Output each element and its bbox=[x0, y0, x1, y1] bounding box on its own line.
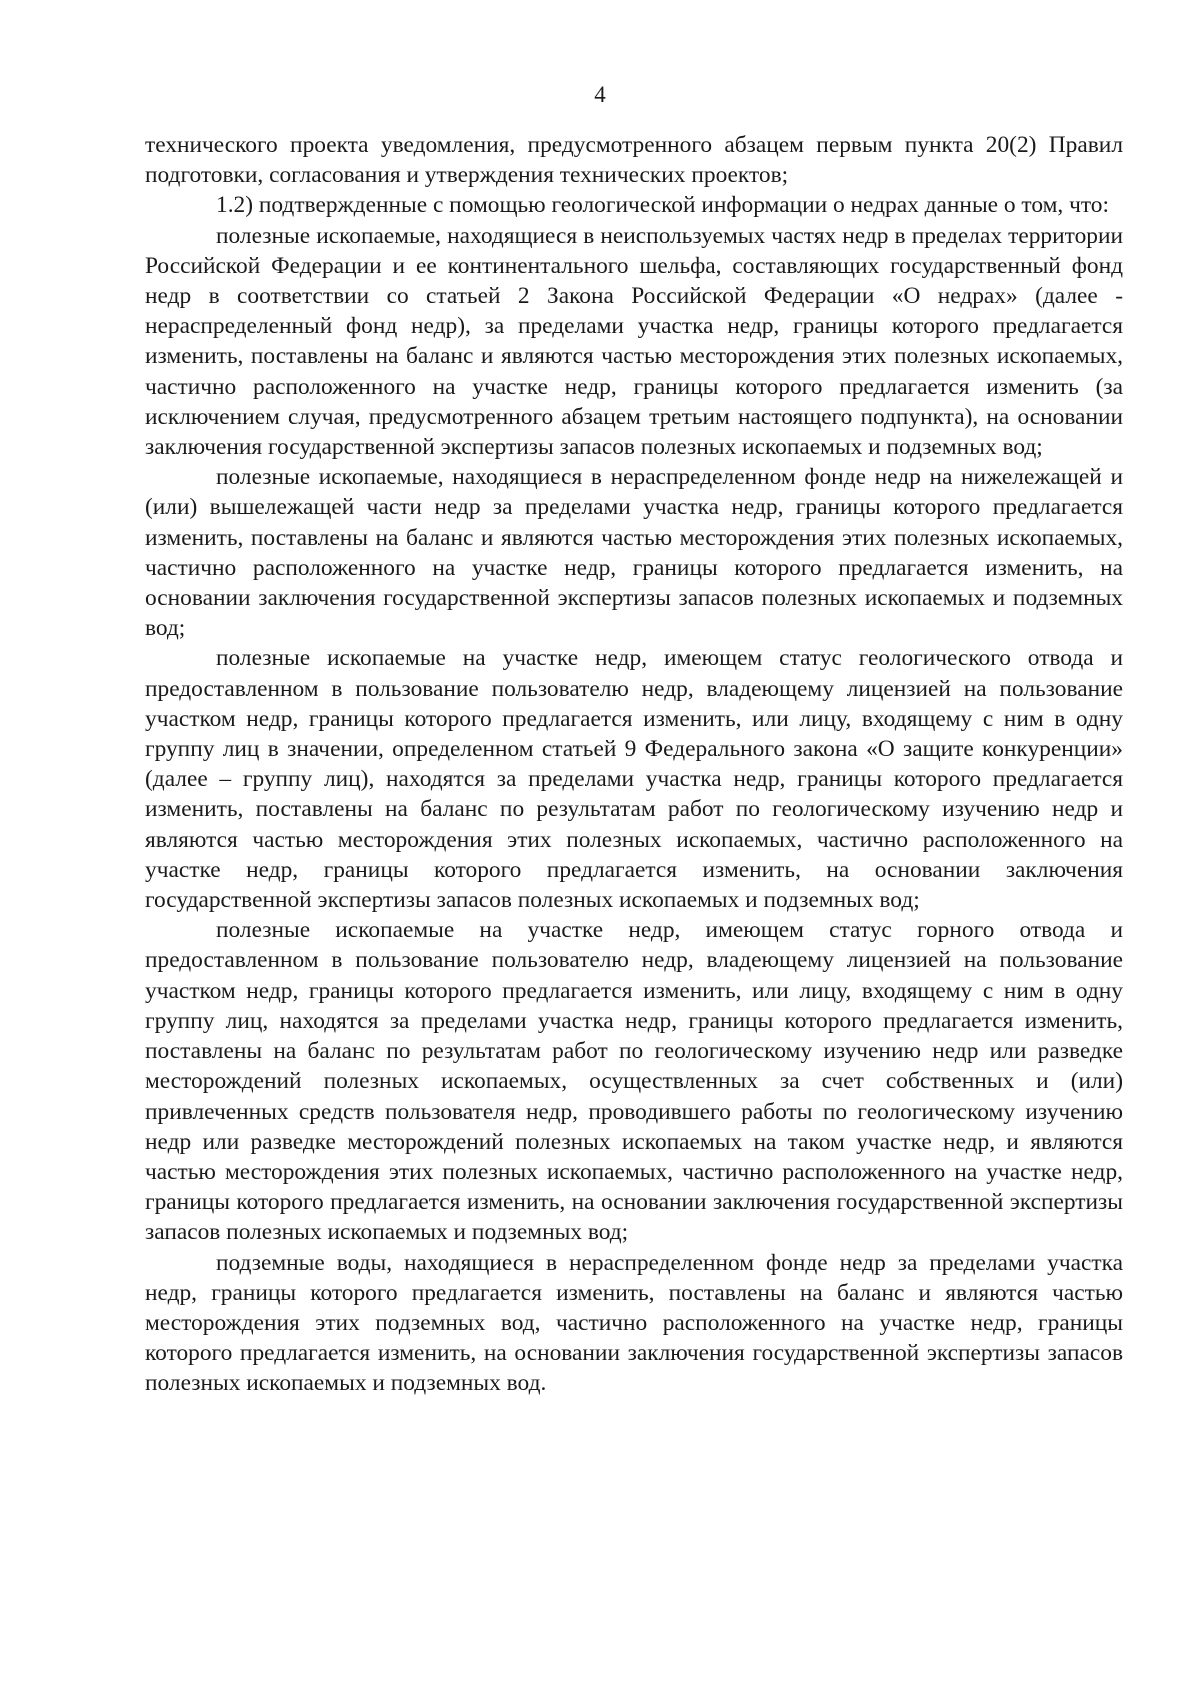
paragraph-continuation: технического проекта уведомления, предусмотренного абзацем первым пункта 20(2) Правил подготовки, согласования и утверждения технических проектов; bbox=[145, 132, 1123, 189]
paragraph-groundwater: подземные воды, находящиеся в нераспределенном фонде недр за пределами участка недр, границы которого предлагается изменить, поставлены на баланс и являются частью месторождения этих подземных вод, частично расположенного на участке недр, границы которого предлагается изменить, на основании заключения государственной экспертизы запасов полезных ископаемых и подземных вод. bbox=[145, 1249, 1123, 1397]
paragraph-lower-upper-subsoil: полезные ископаемые, находящиеся в нераспределенном фонде недр на нижележащей и (или) вышележащей части недр за пределами участка недр, границы которого предлагается изменить, поставлены на баланс и являются частью месторождения этих полезных ископаемых, частично расположенного на участке недр, границы которого предлагается изменить, на основании заключения государственной экспертизы запасов полезных ископаемых и подземных вод; bbox=[145, 464, 1123, 642]
paragraph-mining-allotment: полезные ископаемые на участке недр, имеющем статус горного отвода и предоставленном в пользование пользователю недр, владеющему лицензией на пользование участком недр, границы которого предлагается изменить, или лицу, входящему с ним в одну группу лиц, находятся за пределами участка недр, границы которого предлагается изменить, поставлены на баланс по результатам работ по геологическому изучению недр или разведке месторождений полезных ископаемых, осуществленных за счет собственных и (или) привлеченных средств пользователя недр, проводившего работы по геологическому изучению недр или разведке месторождений полезных ископаемых на таком участке недр, и являются частью месторождения этих полезных ископаемых, частично расположенного на участке недр, границы которого предлагается изменить, на основании заключения государственной экспертизы запасов полезных ископаемых и подземных вод; bbox=[145, 917, 1123, 1246]
page-number: 4 bbox=[594, 82, 606, 107]
paragraph-unused-subsoil: полезные ископаемые, находящиеся в неиспользуемых частях недр в пределах территории Российской Федерации и ее континентального шельфа, составляющих государственный фонд недр в соответствии со статьей 2 Закона Российской Федерации «О недрах» (далее - нераспределенный фонд недр), за пределами участка недр, границы которого предлагается изменить, поставлены на баланс и являются частью месторождения этих полезных ископаемых, частично расположенного на участке недр, границы которого предлагается изменить (за исключением случая, предусмотренного абзацем третьим настоящего подпункта), на основании заключения государственной экспертизы запасов полезных ископаемых и подземных вод; bbox=[145, 222, 1123, 461]
paragraph-subitem-1-2: 1.2) подтвержденные с помощью геологической информации о недрах данные о том, что: bbox=[216, 192, 1109, 219]
paragraph-geological-allotment: полезные ископаемые на участке недр, имеющем статус геологического отвода и предоставленном в пользование пользователю недр, владеющему лицензией на пользование участком недр, границы которого предлагается изменить, или лицу, входящему с ним в одну группу лиц в значении, определенном статьей 9 Федерального закона «О защите конкуренции» (далее – группу лиц), находятся за пределами участка недр, границы которого предлагается изменить, поставлены на баланс по результатам работ по геологическому изучению недр и являются частью месторождения этих полезных ископаемых, частично расположенного на участке недр, границы которого предлагается изменить, на основании заключения государственной экспертизы запасов полезных ископаемых и подземных вод; bbox=[145, 645, 1123, 914]
document-body bbox=[145, 130, 1123, 1399]
